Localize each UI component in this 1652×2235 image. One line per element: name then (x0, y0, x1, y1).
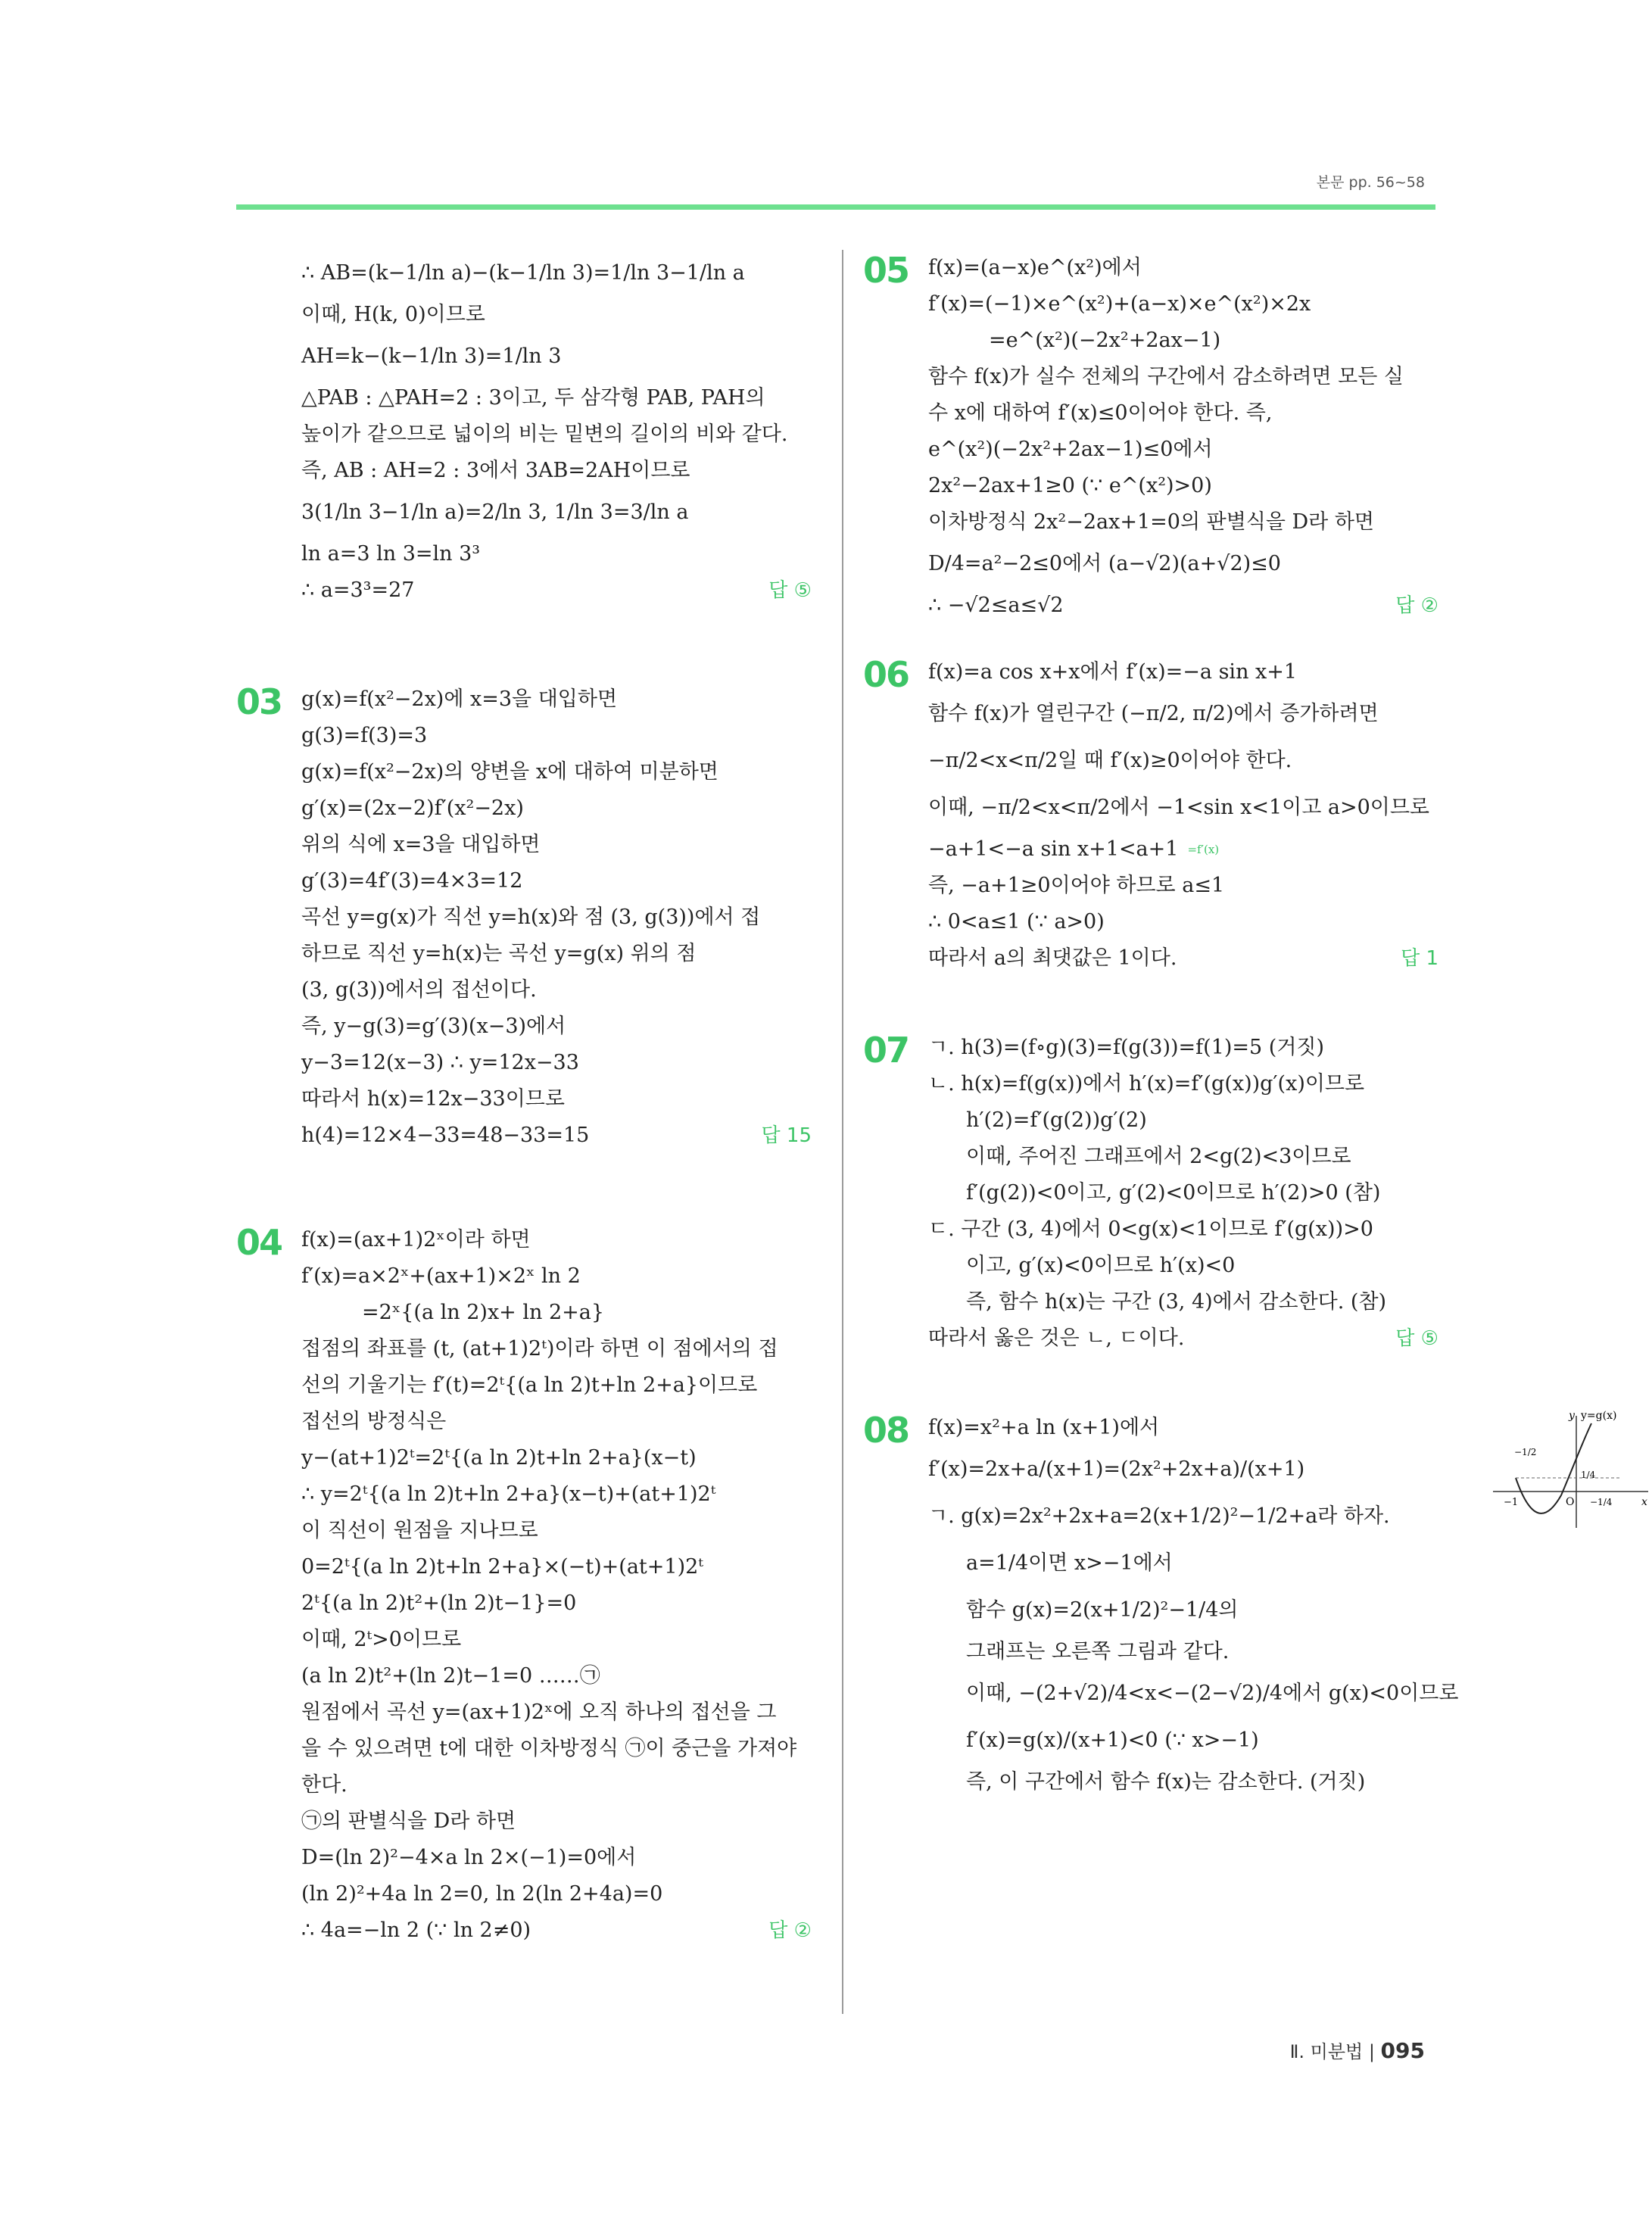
solution-line-text: ㄷ. 구간 (3, 4)에서 0<g(x)<1이므로 f′(g(x))>0 (928, 1217, 1373, 1241)
solution-line-text: ∴ y=2ᵗ{(a ln 2)t+ln 2+a}(x−t)+(at+1)2ᵗ (301, 1482, 716, 1506)
solution-lines (301, 681, 812, 1154)
solution-line-text: ln a=3 ln 3=ln 3³ (301, 542, 481, 566)
solution-line (301, 1549, 812, 1585)
solution-line-text: f(x)=x²+a ln (x+1)에서 (928, 1416, 1160, 1439)
header-rule (236, 204, 1435, 210)
solution-line-text: 한다. (301, 1773, 348, 1797)
solution-line-text: g′(3)=4f′(3)=4×3=12 (301, 869, 523, 893)
solution-line (301, 1008, 812, 1045)
answer-label: 답 ② (1395, 594, 1438, 617)
solution-line (928, 432, 1438, 468)
solution-line-text: y−(at+1)2ᵗ=2ᵗ{(a ln 2)t+ln 2+a}(x−t) (301, 1446, 697, 1470)
solution-line-text: (ln 2)²+4a ln 2=0, ln 2(ln 2+4a)=0 (301, 1882, 663, 1906)
solution-line-text: ㄱ. g(x)=2x²+2x+a=2(x+1/2)²−1/2+a라 하자. (928, 1504, 1390, 1528)
y-axis-label: y (1569, 1410, 1575, 1422)
solution-line (928, 1446, 1438, 1493)
solution-line (928, 504, 1438, 541)
solution-line (928, 1102, 1438, 1139)
solution-line-text: 선의 기울기는 f′(t)=2ᵗ{(a ln 2)t+ln 2+a}이므로 (301, 1373, 758, 1397)
solution-line-text: 따라서 옳은 것은 ㄴ, ㄷ이다. (928, 1326, 1185, 1350)
solution-line-text: g(x)=f(x²−2x)에 x=3을 대입하면 (301, 687, 618, 711)
solution-line (928, 831, 1438, 868)
solution-line (301, 1585, 812, 1622)
solution-block (863, 654, 1438, 977)
solution-line-text: 함수 f(x)가 열린구간 (−π/2, π/2)에서 증가하려면 (928, 702, 1379, 725)
solution-block (236, 681, 812, 1154)
solution-line-text: 이고, g′(x)<0이므로 h′(x)<0 (966, 1254, 1236, 1277)
solution-line-text: 이때, −(2+√2)/4<x<−(2−√2)/4에서 g(x)<0이므로 (966, 1682, 1459, 1705)
solution-line-text: 이때, −π/2<x<π/2에서 −1<sin x<1이고 a>0이므로 (928, 796, 1430, 819)
solution-line (301, 1767, 812, 1803)
solution-line-text: a=1/4이면 x>−1에서 (966, 1551, 1173, 1575)
solution-line (928, 1634, 1438, 1670)
solution-line-text: 을 수 있으려면 t에 대한 이차방정식 ㉠이 중근을 가져야 (301, 1737, 797, 1760)
solution-line (301, 790, 812, 827)
solution-line (928, 395, 1438, 432)
solution-line-text: 높이가 같으므로 넓이의 비는 밑변의 길이의 비와 같다. (301, 422, 788, 446)
solution-line-text: g(3)=f(3)=3 (301, 724, 428, 747)
right-column (863, 250, 1459, 1853)
solution-line (301, 1622, 812, 1658)
solution-line-text: 접선의 방정식은 (301, 1410, 447, 1433)
solution-line (301, 1081, 812, 1118)
solution-line (928, 940, 1438, 977)
solution-line (301, 1694, 812, 1731)
column-divider (842, 250, 843, 2014)
solution-line-text: =e^(x²)(−2x²+2ax−1) (989, 329, 1221, 352)
solution-line (301, 681, 812, 718)
problem-number: 08 (863, 1410, 909, 1451)
page-reference: 본문 pp. 56~58 (1316, 174, 1425, 191)
solution-line-text: 하므로 직선 y=h(x)는 곡선 y=g(x) 위의 점 (301, 942, 697, 965)
solution-line (928, 1540, 1438, 1587)
solution-line-text: f(x)=a cos x+x에서 f′(x)=−a sin x+1 (928, 660, 1298, 684)
solution-line (928, 1410, 1438, 1446)
solution-line-text: 그래프는 오른쪽 그림과 같다. (966, 1640, 1230, 1663)
page-footer: Ⅱ. 미분법 | 095 (1289, 2038, 1425, 2063)
solution-line (928, 1587, 1438, 1634)
tick-quarter: 1/4 (1581, 1470, 1596, 1480)
solution-line-text: f′(x)=a×2ˣ+(ax+1)×2ˣ ln 2 (301, 1264, 581, 1288)
footer-section: Ⅱ. 미분법 (1289, 2041, 1364, 2062)
solution-line (301, 380, 812, 416)
solution-block (863, 250, 1438, 624)
solution-line-text: ∴ −√2≤a≤√2 (928, 594, 1064, 617)
solution-line-text: ∴ 4a=−ln 2 (∵ ln 2≠0) (301, 1919, 531, 1942)
solution-line-text: f′(x)=g(x)/(x+1)<0 (∵ x>−1) (966, 1728, 1259, 1752)
solution-line (301, 1440, 812, 1476)
solution-line (928, 784, 1438, 831)
solution-line-text: ∴ AB=(k−1/ln a)−(k−1/ln 3)=1/ln 3−1/ln a (301, 261, 745, 285)
solution-line-text: 수 x에 대하여 f′(x)≤0이어야 한다. 즉, (928, 401, 1273, 425)
solution-lines (301, 1222, 812, 1949)
solution-line (928, 868, 1438, 904)
solution-line-text: 함수 g(x)=2(x+1/2)²−1/4의 (966, 1598, 1239, 1622)
solution-line-text: 이차방정식 2x²−2ax+1=0의 판별식을 D라 하면 (928, 510, 1374, 534)
solution-line (928, 1211, 1438, 1248)
solution-line (301, 1367, 812, 1404)
solution-line (301, 1404, 812, 1440)
solution-line-text: 즉, 함수 h(x)는 구간 (3, 4)에서 감소한다. (참) (966, 1290, 1387, 1314)
solution-line (928, 1320, 1438, 1357)
solution-line (928, 359, 1438, 395)
solution-line (928, 1764, 1438, 1800)
solution-lines (301, 250, 812, 609)
solution-line (301, 754, 812, 790)
solution-line (928, 1066, 1438, 1102)
solution-line (301, 453, 812, 489)
solution-line-text: f′(x)=2x+a/(x+1)=(2x²+2x+a)/(x+1) (928, 1457, 1305, 1481)
solution-line (301, 1840, 812, 1876)
solution-line-text: D=(ln 2)²−4×a ln 2×(−1)=0에서 (301, 1846, 637, 1869)
solution-line (928, 690, 1438, 737)
problem-number: 06 (863, 654, 909, 695)
solution-line (301, 827, 812, 863)
solution-line-text: −a+1<−a sin x+1<a+1 (928, 837, 1179, 861)
solution-line (301, 972, 812, 1008)
solution-line (301, 1118, 812, 1154)
solution-line-text: 이때, 2ᵗ>0이므로 (301, 1628, 462, 1651)
solution-line (301, 936, 812, 972)
solution-line (301, 297, 812, 333)
solution-line (928, 286, 1438, 323)
solution-line-text: 즉, 이 구간에서 함수 f(x)는 감소한다. (거짓) (966, 1770, 1366, 1794)
solution-line (928, 1175, 1438, 1211)
solution-block (236, 250, 812, 609)
solution-line (928, 323, 1438, 359)
solution-line (301, 1222, 812, 1258)
answer-label: 답 ② (768, 1919, 812, 1942)
tick-neg-half: −1/2 (1514, 1447, 1537, 1457)
solution-block (236, 1222, 812, 1949)
solution-line-text: =2ˣ{(a ln 2)x+ ln 2+a} (362, 1301, 605, 1324)
problem-number: 03 (236, 681, 282, 722)
solution-line-text: f′(g(2))<0이고, g′(2)<0이므로 h′(2)>0 (참) (966, 1181, 1381, 1205)
solution-line (301, 863, 812, 899)
page-number: 095 (1380, 2038, 1425, 2063)
solution-line (928, 1284, 1438, 1320)
solution-line-text: f(x)=(ax+1)2ˣ이라 하면 (301, 1228, 531, 1252)
answer-label: 답 ⑤ (768, 579, 812, 602)
solution-line (301, 1731, 812, 1767)
curve-g (1516, 1423, 1591, 1513)
solution-line-text: 따라서 a의 최댓값은 1이다. (928, 946, 1177, 970)
solution-line-text: 위의 식에 x=3을 대입하면 (301, 833, 541, 856)
solution-line-text: ㉠의 판별식을 D라 하면 (301, 1810, 516, 1833)
solution-block (863, 1030, 1438, 1357)
underline-note: =f′(x) (1187, 843, 1220, 856)
solution-line (928, 1248, 1438, 1284)
solution-line-text: 원점에서 곡선 y=(ax+1)2ˣ에 오직 하나의 접선을 그 (301, 1700, 777, 1724)
tick-neg-quarter: −1/4 (1590, 1497, 1613, 1507)
problem-number: 07 (863, 1030, 909, 1071)
solution-line-text: 이 직선이 원점을 지나므로 (301, 1519, 538, 1542)
solution-line (301, 1258, 812, 1295)
solution-line (928, 588, 1438, 624)
answer-label: 답 15 (761, 1124, 812, 1147)
solution-line-text: 즉, −a+1≥0이어야 하므로 a≤1 (928, 874, 1225, 897)
solution-line (301, 1912, 812, 1949)
solution-line (928, 1030, 1438, 1066)
solution-line (301, 333, 812, 380)
solution-line-text: 3(1/ln 3−1/ln a)=2/ln 3, 1/ln 3=3/ln a (301, 500, 689, 524)
solution-line-text: 0=2ᵗ{(a ln 2)t+ln 2+a}×(−t)+(at+1)2ᵗ (301, 1555, 703, 1579)
curve-label: y=g(x) (1581, 1410, 1617, 1422)
solution-line-text: g′(x)=(2x−2)f′(x²−2x) (301, 796, 524, 820)
problem-number: 05 (863, 250, 909, 291)
solution-line (301, 1658, 812, 1694)
solution-line-text: 따라서 h(x)=12x−33이므로 (301, 1087, 565, 1111)
graph-y-equals-g-of-x (1493, 1408, 1652, 1529)
solution-line (301, 1045, 812, 1081)
tick-neg1: −1 (1504, 1497, 1519, 1508)
solution-line (301, 536, 812, 572)
solution-line-text: ㄴ. h(x)=f(g(x))에서 h′(x)=f′(g(x))g′(x)이므로 (928, 1072, 1365, 1096)
solution-line (928, 1493, 1438, 1540)
solution-line-text: g(x)=f(x²−2x)의 양변을 x에 대하여 미분하면 (301, 760, 718, 784)
solution-block (863, 1410, 1459, 1800)
solution-lines (928, 1030, 1438, 1357)
solution-line-text: 이때, H(k, 0)이므로 (301, 303, 485, 326)
solution-line-text: h(4)=12×4−33=48−33=15 (301, 1124, 590, 1147)
solution-line (928, 904, 1438, 940)
answer-label: 답 ⑤ (1395, 1327, 1438, 1350)
solution-line-text: e^(x²)(−2x²+2ax−1)≤0에서 (928, 438, 1213, 461)
solution-line (928, 1670, 1459, 1717)
solution-line (301, 250, 812, 297)
solution-line-text: ㄱ. h(3)=(f∘g)(3)=f(g(3))=f(1)=5 (거짓) (928, 1036, 1325, 1059)
solution-line-text: 접점의 좌표를 (t, (at+1)2ᵗ)이라 하면 이 점에서의 접 (301, 1337, 778, 1361)
solution-lines (928, 1410, 1459, 1800)
solution-line (928, 654, 1438, 690)
left-column (236, 250, 812, 2017)
solution-line-text: y−3=12(x−3) ∴ y=12x−33 (301, 1051, 579, 1074)
solution-line (301, 1803, 812, 1840)
solution-line-text: AH=k−(k−1/ln 3)=1/ln 3 (301, 344, 562, 368)
solution-line (928, 1139, 1438, 1175)
solution-line-text: 이때, 주어진 그래프에서 2<g(2)<3이므로 (966, 1145, 1351, 1168)
solution-line (301, 1295, 812, 1331)
solution-line (301, 1876, 812, 1912)
solution-line (301, 1331, 812, 1367)
solution-line (301, 1476, 812, 1513)
solution-line (301, 489, 812, 536)
solution-line (928, 541, 1438, 588)
solution-line (301, 572, 812, 609)
answer-label: 답 1 (1401, 947, 1438, 970)
solution-line-text: 2x²−2ax+1≥0 (∵ e^(x²)>0) (928, 474, 1212, 497)
solution-line-text: 2ᵗ{(a ln 2)t²+(ln 2)t−1}=0 (301, 1591, 577, 1615)
solution-line-text: ∴ a=3³=27 (301, 578, 415, 602)
solution-line (928, 468, 1438, 504)
x-axis-label: x (1641, 1496, 1647, 1508)
solution-line-text: △PAB : △PAH=2 : 3이고, 두 삼각형 PAB, PAH의 (301, 386, 765, 410)
solution-line-text: (3, g(3))에서의 접선이다. (301, 978, 537, 1002)
origin-label: O (1566, 1496, 1575, 1508)
solution-line-text: 곡선 y=g(x)가 직선 y=h(x)와 점 (3, g(3))에서 접 (301, 906, 761, 929)
solution-line-text: 함수 f(x)가 실수 전체의 구간에서 감소하려면 모든 실 (928, 365, 1404, 388)
solution-line-text: h′(2)=f′(g(2))g′(2) (966, 1108, 1147, 1132)
solution-line-text: 즉, AB : AH=2 : 3에서 3AB=2AH이므로 (301, 459, 690, 482)
solution-line (928, 737, 1438, 784)
solution-line-text: 즉, y−g(3)=g′(3)(x−3)에서 (301, 1015, 566, 1038)
solution-line-text: (a ln 2)t²+(ln 2)t−1=0 ……㉠ (301, 1664, 600, 1688)
solution-line (301, 1513, 812, 1549)
solution-line (301, 416, 812, 453)
solution-line-text: f′(x)=(−1)×e^(x²)+(a−x)×e^(x²)×2x (928, 292, 1311, 316)
solution-line-text: −π/2<x<π/2일 때 f′(x)≥0이어야 한다. (928, 749, 1292, 772)
solution-line-text: D/4=a²−2≤0에서 (a−√2)(a+√2)≤0 (928, 552, 1281, 575)
solution-line-text: ∴ 0<a≤1 (∵ a>0) (928, 910, 1105, 934)
solution-line (928, 1717, 1438, 1764)
solution-lines (928, 654, 1438, 977)
solution-line (301, 899, 812, 936)
solution-line (301, 718, 812, 754)
solution-line (928, 250, 1438, 286)
solution-lines (928, 250, 1438, 624)
solution-line-text: f(x)=(a−x)e^(x²)에서 (928, 256, 1142, 279)
problem-number: 04 (236, 1222, 282, 1263)
